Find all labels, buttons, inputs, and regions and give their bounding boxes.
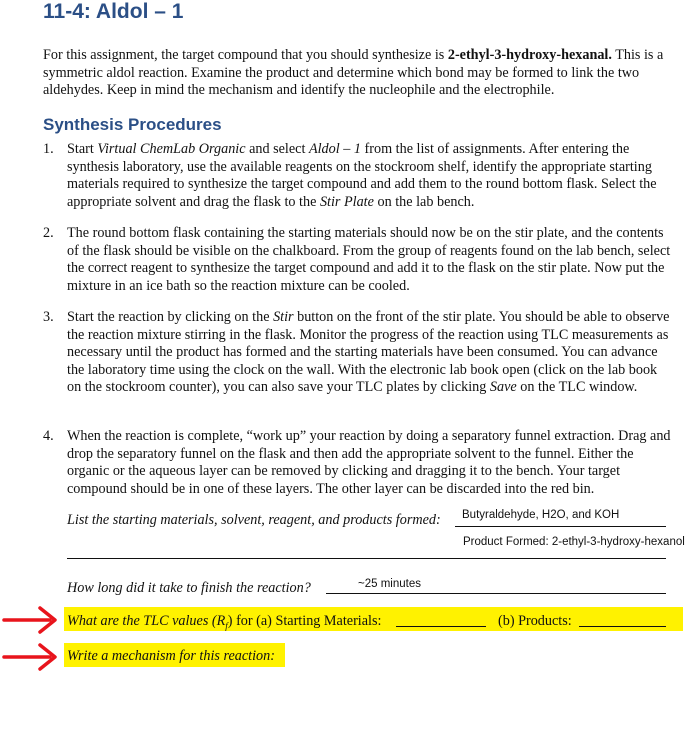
procedure-step-1 bbox=[43, 141, 671, 211]
section-title: Synthesis Procedures bbox=[43, 115, 222, 134]
step-number: 3. bbox=[43, 309, 54, 325]
intro-text: For this assignment, the target compound that you should synthesize is bbox=[43, 47, 448, 63]
page-title: 11-4: Aldol – 1 bbox=[43, 0, 184, 23]
label-products: (b) Products: bbox=[498, 613, 572, 629]
answer-starting-materials: Butyraldehyde, H2O, and KOH bbox=[462, 509, 620, 521]
answer-line-1 bbox=[455, 526, 666, 527]
procedure-step-4 bbox=[43, 428, 671, 498]
answer-line-3 bbox=[326, 593, 666, 594]
step-number: 2. bbox=[43, 225, 54, 241]
answer-line-2 bbox=[67, 558, 666, 559]
procedure-step-2 bbox=[43, 225, 671, 295]
step-text: Start the reaction by clicking on the Stir button on the front of the stir plate. You should be able to observe the reaction mixture stirring in the flask. Monitor the progress of the reaction using TLC measurements as necessary until the product has formed and the starting materials have been consumed. You can advance the laboratory time using the clock on the wall. With the electronic lab book open (click on the lab book on the stockroom counter), you can also save your TLC plates by clicking Save on the TLC window. bbox=[67, 309, 670, 395]
answer-line-tlc-a bbox=[396, 626, 486, 627]
target-compound: 2-ethyl-3-hydroxy-hexanal. bbox=[447, 47, 612, 63]
step-number: 4. bbox=[43, 428, 54, 444]
answer-product-formed: Product Formed: 2-ethyl-3-hydroxy-hexanol bbox=[463, 536, 685, 548]
red-arrow-icon bbox=[2, 642, 60, 672]
question-reaction-time: How long did it take to finish the reaction? bbox=[67, 580, 311, 596]
answer-line-tlc-b bbox=[579, 626, 666, 627]
red-arrow-icon bbox=[2, 605, 60, 635]
question-starting-materials: List the starting materials, solvent, reagent, and products formed: bbox=[67, 512, 441, 528]
question-tlc-values: What are the TLC values $(R_f)$ for (a) Starting Materials: bbox=[67, 613, 382, 631]
question-mechanism: Write a mechanism for this reaction: bbox=[67, 648, 275, 664]
procedure-step-3 bbox=[43, 309, 671, 397]
step-text: Start Virtual ChemLab Organic and select Aldol – 1 from the list of assignments. After entering the synthesis laboratory, use the available reagents on the stockroom shelf, identify the appropriate starting materials required to synthesize the target compound and add them to the round bottom flask. Select the appropriate solvent and drag the flask to the Stir Plate on the lab bench. bbox=[67, 141, 657, 210]
answer-reaction-time: ~25 minutes bbox=[358, 578, 421, 590]
step-text: When the reaction is complete, “work up” your reaction by doing a separatory funnel extraction. Drag and drop the separatory funnel on the flask and then add the appropriate solvent to the funnel. Either the organic or the aqueous layer can be removed by clicking and dragging it to the bench. Your target compound should be in one of these layers. The other layer can be discarded into the red bin. bbox=[67, 428, 671, 497]
intro-text-cont: This is a symmetric aldol reaction. Examine the product and determine which bond may be formed to link the two aldehydes. Keep in mind the mechanism and identify the nucleophile and the electrophile. bbox=[43, 47, 664, 98]
intro-paragraph bbox=[43, 47, 671, 100]
step-text: The round bottom flask containing the starting materials should now be on the stir plate, and the contents of the flask should be visible on the chalkboard. From the group of reagents found on the lab bench, select the correct reagent to synthesize the target compound and add it to the flask on the stir plate. Now put the mixture in an ice bath so the reaction mixture can be cooled. bbox=[67, 225, 671, 294]
step-number: 1. bbox=[43, 141, 54, 157]
